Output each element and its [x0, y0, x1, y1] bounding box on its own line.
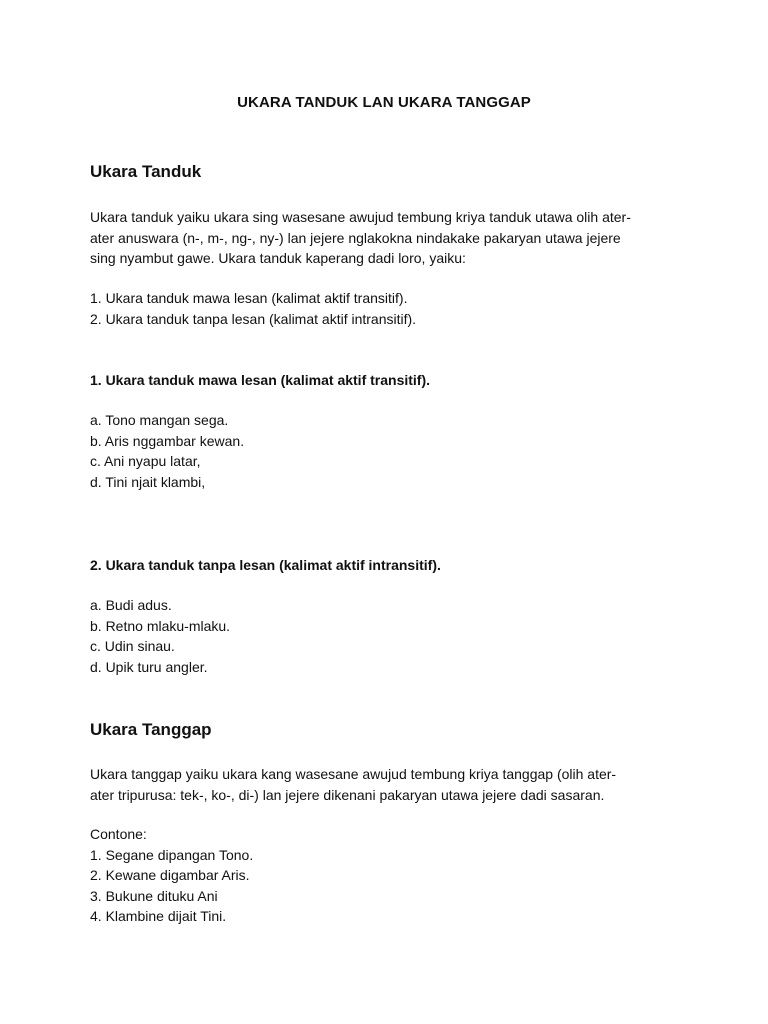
list-item: b. Retno mlaku-mlaku.	[90, 617, 231, 634]
list-item: d. Tini njait klambi,	[90, 473, 206, 490]
section-heading-tanggap: Ukara Tanggap	[90, 720, 212, 739]
list-item: 3. Bukune dituku Ani	[90, 887, 218, 904]
list-item: 1. Segane dipangan Tono.	[90, 846, 254, 863]
transitive-examples	[90, 410, 690, 492]
list-item: 4. Klambine dijait Tini.	[90, 908, 227, 924]
list-item: 1. Ukara tanduk mawa lesan (kalimat aktif transitif).	[90, 290, 408, 306]
section-heading-tanduk: Ukara Tanduk	[90, 162, 202, 181]
examples-label: Contone:	[90, 826, 147, 842]
document-title: UKARA TANDUK LAN UKARA TANGGAP	[237, 94, 531, 111]
list-item: d. Upik turu angler.	[90, 658, 208, 675]
list-item: 2. Ukara tanduk tanpa lesan (kalimat aktif intransitif).	[90, 310, 417, 327]
transitive-heading: 1. Ukara tanduk mawa lesan (kalimat aktif transitif).	[90, 372, 431, 388]
list-item: c. Ani nyapu latar,	[90, 453, 201, 469]
intransitive-heading: 2. Ukara tanduk tanpa lesan (kalimat aktif intransitif).	[90, 557, 441, 573]
list-item: 2. Kewane digambar Aris.	[90, 867, 250, 883]
tanduk-intro-line: Ukara tanduk yaiku ukara sing wasesane awujud tembung kriya tanduk utawa olih ater-	[90, 209, 631, 225]
tanggap-intro-paragraph	[90, 764, 690, 805]
tanduk-types-list	[90, 288, 690, 329]
intransitive-examples	[90, 595, 690, 677]
tanggap-examples	[90, 824, 690, 927]
tanggap-intro-line: Ukara tanggap yaiku ukara kang wasesane awujud tembung kriya tanggap (olih ater-	[90, 766, 617, 782]
list-item: a. Tono mangan sega.	[90, 412, 229, 428]
list-item: b. Aris nggambar kewan.	[90, 432, 245, 449]
tanduk-intro-line: sing nyambut gawe. Ukara tanduk kaperang dadi loro, yaiku:	[90, 250, 466, 266]
tanduk-intro-paragraph	[90, 207, 690, 269]
tanduk-intro-line: ater anuswara (n-, m-, ng-, ny-) lan jejere nglakokna nindakake pakaryan utawa jejere	[90, 229, 621, 246]
list-item: a. Budi adus.	[90, 597, 172, 613]
list-item: c. Udin sinau.	[90, 638, 175, 654]
tanggap-intro-line: ater tripurusa: tek-, ko-, di-) lan jejere dikenani pakaryan utawa jejere dadi sasaran.	[90, 786, 605, 803]
